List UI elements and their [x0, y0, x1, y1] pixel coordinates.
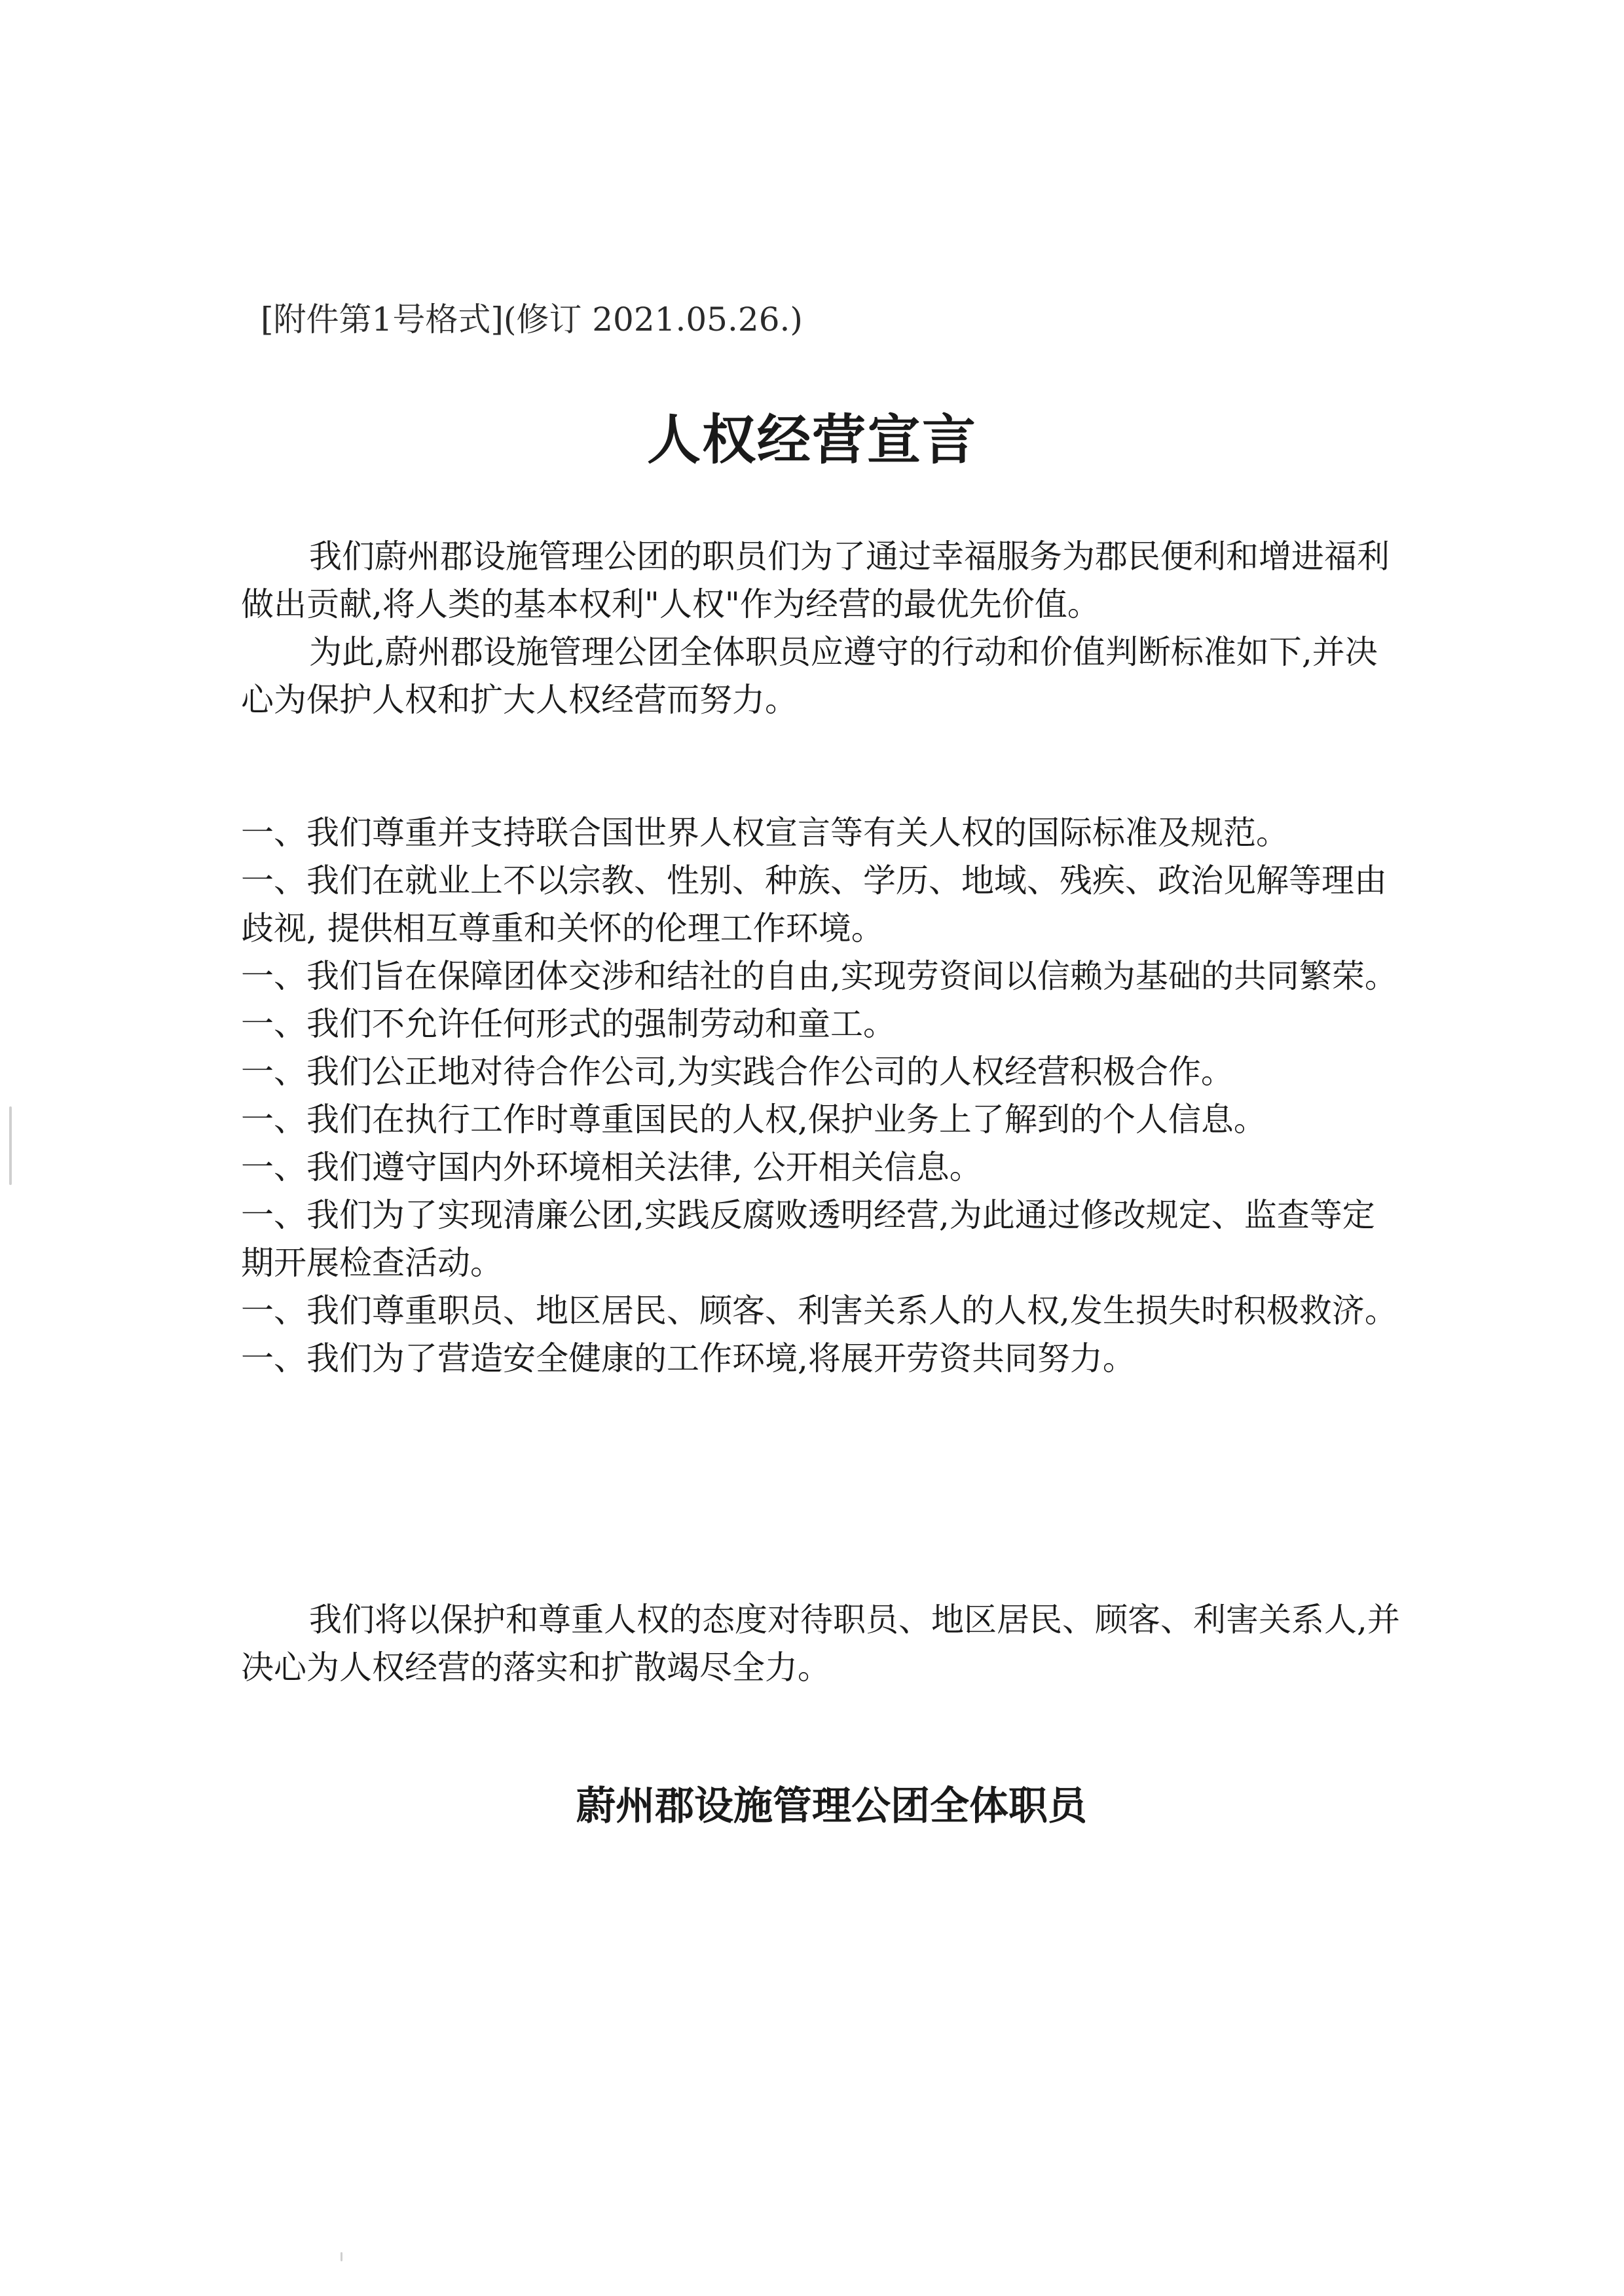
- intro-section: [241, 533, 1407, 724]
- intro-paragraph: 我们蔚州郡设施管理公团的职员们为了通过幸福服务为郡民便利和增进福利做出贡献,将人类的基本权利"人权"作为经营的最优先价值。: [241, 538, 1390, 623]
- declaration-items: [241, 809, 1407, 1383]
- closing-paragraph: 我们将以保护和尊重人权的态度对待职员、地区居民、顾客、利害关系人,并决心为人权经营的落实和扩散竭尽全力。: [241, 1601, 1400, 1686]
- list-item: 一、我们不允许任何形式的强制劳动和童工。: [241, 1005, 896, 1043]
- form-note: [附件第1号格式](修订 2021.05.26.): [261, 301, 803, 338]
- list-item: 一、我们旨在保障团体交涉和结社的自由,实现劳资间以信赖为基础的共同繁荣。: [241, 957, 1397, 995]
- scan-artifact: [9, 1106, 12, 1185]
- signature: 蔚州郡设施管理公团全体职员: [576, 1783, 1087, 1829]
- scan-artifact: [341, 2252, 342, 2261]
- intro-paragraph: 为此,蔚州郡设施管理公团全体职员应遵守的行动和价值判断标准如下,并决心为保护人权和扩大人权经营而努力。: [241, 633, 1378, 719]
- closing-section: [241, 1596, 1407, 1692]
- list-item: 一、我们为了营造安全健康的工作环境,将展开劳资共同努力。: [241, 1339, 1135, 1377]
- list-item: 一、我们尊重职员、地区居民、顾客、利害关系人的人权,发生损失时积极救济。: [241, 1292, 1397, 1330]
- list-item: 一、我们公正地对待合作公司,为实践合作公司的人权经营积极合作。: [241, 1053, 1234, 1091]
- list-item: 一、我们在执行工作时尊重国民的人权,保护业务上了解到的个人信息。: [241, 1101, 1266, 1139]
- page-title: 人权经营宣言: [646, 409, 977, 471]
- list-item: 一、我们遵守国内外环境相关法律, 公开相关信息。: [241, 1148, 982, 1186]
- list-item: 一、我们在就业上不以宗教、性别、种族、学历、地域、残疾、政治见解等理由歧视, 提供相互尊重和关怀的伦理工作环境。: [241, 862, 1387, 947]
- list-item: 一、我们为了实现清廉公团,实践反腐败透明经营,为此通过修改规定、监查等定期开展检查活动。: [241, 1196, 1375, 1282]
- list-item: 一、我们尊重并支持联合国世界人权宣言等有关人权的国际标准及规范。: [241, 814, 1289, 852]
